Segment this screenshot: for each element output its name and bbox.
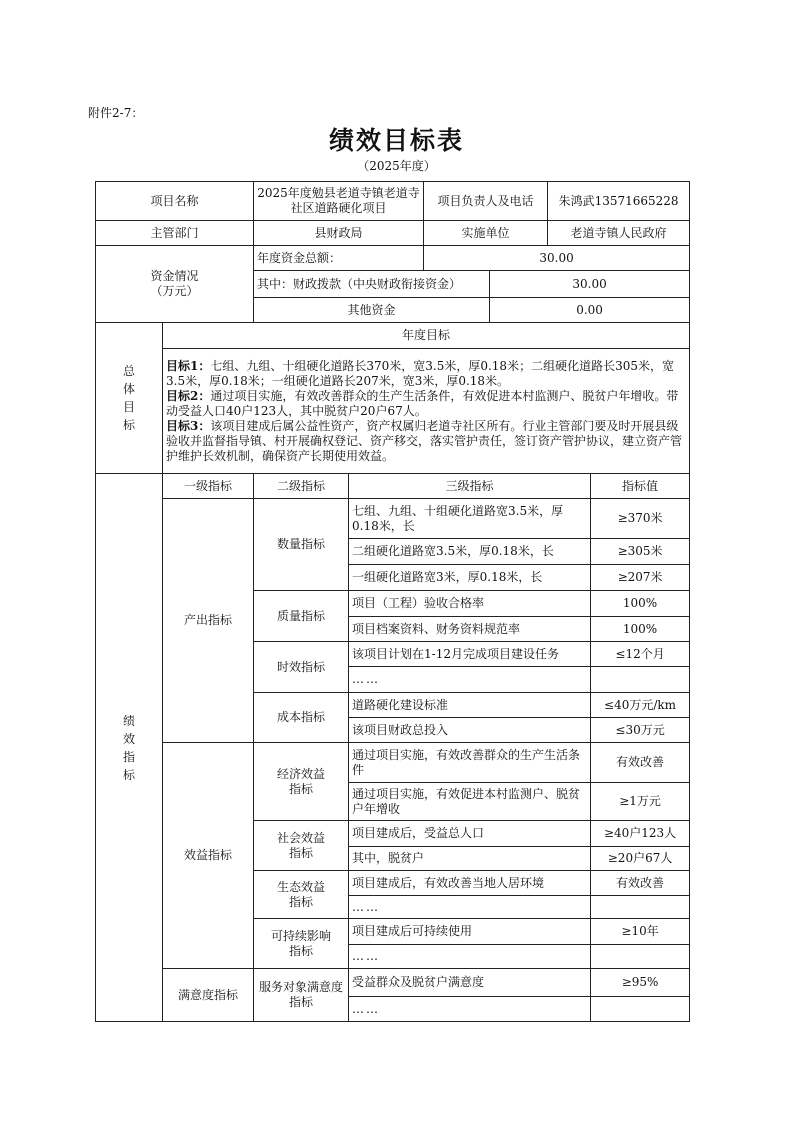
- indicator-value: ≤40万元/km: [591, 693, 690, 718]
- goal-1-text: 七组、九组、十组硬化道路长370米，宽3.5米，厚0.18米；二组硬化道路长305米，宽3.5米，厚0.18米；一组硬化道路长207米，宽3米，厚0.18米。: [166, 358, 674, 388]
- indicator-value: ≤12个月: [591, 642, 690, 667]
- annual-goal-header: 年度目标: [163, 323, 690, 349]
- indicator-value: 100%: [591, 591, 690, 617]
- indicator-name: 道路硬化建设标准: [349, 693, 591, 718]
- perf-indicator-label-text: 绩 效 指 标: [122, 713, 135, 782]
- impl-label: 实施单位: [424, 221, 548, 246]
- goal-3-text: 该项目建成后属公益性资产，资产权属归老道寺社区所有。行业主管部门要及时开展县级验收并监督指导镇、村开展确权登记、资产移交，落实管护责任，签订资产管护协议，建立资产管护维护长效机制，确保资产长期使用效益。: [166, 418, 683, 463]
- indicator-name: 通过项目实施，有效促进本村监测户、脱贫户年增收: [349, 783, 591, 821]
- indicator-name: 项目档案资料、财务资料规范率: [349, 617, 591, 642]
- indicator-name: 项目建成后可持续使用: [349, 919, 591, 945]
- indicator-value: ≥1万元: [591, 783, 690, 821]
- perf-indicator-label: [96, 474, 163, 1022]
- header-level2: 二级指标: [254, 474, 349, 499]
- overall-goal-label-text: 总 体 目 标: [122, 364, 135, 432]
- indicator-value: [591, 896, 690, 919]
- funds-unit: （万元）: [150, 284, 199, 298]
- level2-sustainability: 可持续影响 指标: [254, 919, 349, 969]
- fiscal-funds-value: 30.00: [490, 271, 690, 298]
- year-subtitle: （2025年度）: [357, 159, 436, 173]
- header-level3: 三级指标: [349, 474, 591, 499]
- goal-1-tag: 目标1：: [166, 358, 211, 373]
- indicator-name: ……: [349, 997, 591, 1022]
- dept-value: 县财政局: [254, 221, 424, 246]
- indicator-value: ≥370米: [591, 499, 690, 539]
- level2-ecological: 生态效益 指标: [254, 871, 349, 919]
- indicator-name: 其中，脱贫户: [349, 847, 591, 871]
- other-funds-label: 其他资金: [254, 298, 490, 323]
- indicator-value: 100%: [591, 617, 690, 642]
- goal-3-tag: 目标3：: [166, 418, 211, 433]
- level2-cost: 成本指标: [254, 693, 349, 743]
- leader-label: 项目负责人及电话: [424, 182, 548, 221]
- impl-value: 老道寺镇人民政府: [548, 221, 690, 246]
- header-level1: 一级指标: [163, 474, 254, 499]
- indicator-name: ……: [349, 896, 591, 919]
- indicator-name: 二组硬化道路宽3.5米，厚0.18米，长: [349, 539, 591, 565]
- indicator-value: 有效改善: [591, 743, 690, 783]
- project-name-value: 2025年度勉县老道寺镇老道寺社区道路硬化项目: [254, 182, 424, 221]
- level2-service-satisfaction: 服务对象满意度 指标: [254, 969, 349, 1022]
- header-value: 指标值: [591, 474, 690, 499]
- indicator-value: ≥95%: [591, 969, 690, 997]
- indicator-value: ≥20户67人: [591, 847, 690, 871]
- goal-2-tag: 目标2：: [166, 388, 211, 403]
- total-funds-value: 30.00: [424, 246, 690, 271]
- goal-2-text: 通过项目实施，有效改善群众的生产生活条件，有效促进本村监测户、脱贫户年增收。带动受益人口40户123人，其中脱贫户20户67人。: [166, 388, 679, 418]
- indicator-value: ≥40户123人: [591, 821, 690, 847]
- indicator-value: ≤30万元: [591, 718, 690, 743]
- goal-2: [166, 389, 686, 419]
- indicator-name: 该项目计划在1-12月完成项目建设任务: [349, 642, 591, 667]
- performance-target-table: [95, 181, 690, 1022]
- level1-satisfaction: 满意度指标: [163, 969, 254, 1022]
- level2-economic: 经济效益 指标: [254, 743, 349, 821]
- page-title: 绩效目标表: [328, 126, 464, 155]
- funds-label: [96, 246, 254, 323]
- level1-benefit: 效益指标: [163, 743, 254, 969]
- indicator-name: ……: [349, 945, 591, 969]
- funds-label-text: 资金情况: [150, 269, 199, 283]
- indicator-value: ≥207米: [591, 565, 690, 591]
- level2-timeliness: 时效指标: [254, 642, 349, 693]
- indicator-name: ……: [349, 667, 591, 693]
- level2-quality: 质量指标: [254, 591, 349, 642]
- indicator-value: [591, 667, 690, 693]
- indicator-name: 七组、九组、十组硬化道路宽3.5米，厚0.18米，长: [349, 499, 591, 539]
- indicator-name: 项目建成后，有效改善当地人居环境: [349, 871, 591, 896]
- indicator-name: 项目（工程）验收合格率: [349, 591, 591, 617]
- goal-1: [166, 359, 686, 389]
- fiscal-funds-label: 其中：财政拨款（中央财政衔接资金）: [254, 271, 490, 298]
- level1-output: 产出指标: [163, 499, 254, 743]
- indicator-value: ≥10年: [591, 919, 690, 945]
- indicator-value: 有效改善: [591, 871, 690, 896]
- indicator-name: 该项目财政总投入: [349, 718, 591, 743]
- annual-goals: [163, 349, 690, 474]
- indicator-value: ≥305米: [591, 539, 690, 565]
- leader-value: 朱鸿武13571665228: [548, 182, 690, 221]
- dept-label: 主管部门: [96, 221, 254, 246]
- attachment-label: 附件2-7：: [88, 106, 144, 120]
- level2-social: 社会效益 指标: [254, 821, 349, 871]
- goal-3: [166, 419, 686, 464]
- project-name-label: 项目名称: [96, 182, 254, 221]
- indicator-name: 受益群众及脱贫户满意度: [349, 969, 591, 997]
- indicator-value: [591, 945, 690, 969]
- indicator-name: 项目建成后，受益总人口: [349, 821, 591, 847]
- indicator-name: 一组硬化道路宽3米，厚0.18米，长: [349, 565, 591, 591]
- indicator-value: [591, 997, 690, 1022]
- other-funds-value: 0.00: [490, 298, 690, 323]
- overall-goal-label: [96, 323, 163, 474]
- total-funds-label: 年度资金总额：: [254, 246, 424, 271]
- level2-quantity: 数量指标: [254, 499, 349, 591]
- indicator-name: 通过项目实施，有效改善群众的生产生活条件: [349, 743, 591, 783]
